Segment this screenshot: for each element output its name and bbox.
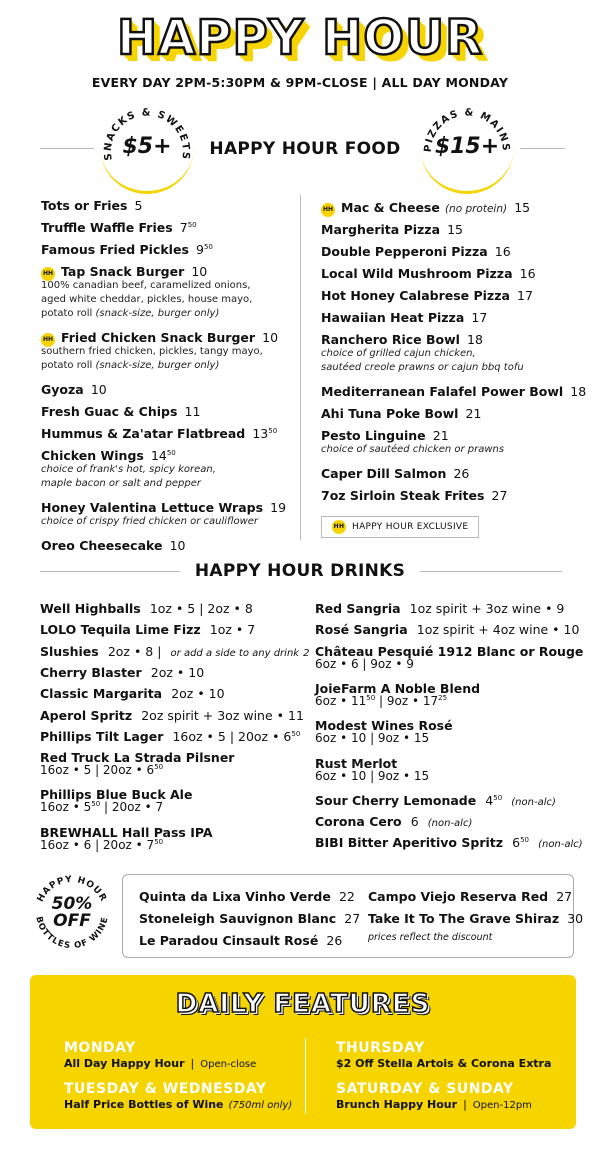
drink-name: JoieFarm A Noble Blend (315, 680, 481, 696)
drink-note: (non-alc) (427, 818, 473, 830)
feature-text (64, 1098, 292, 1111)
menu-item (321, 485, 507, 504)
wine-price: 27 (344, 911, 361, 926)
drink-sizes-text: 6oz • 10 | 9oz • 15 (315, 768, 430, 783)
menu-item (41, 327, 278, 347)
menu-item (321, 403, 481, 422)
item-description-text: 100% canadian beef, caramelized onions, (41, 280, 251, 291)
drink-price-cents: 50 (493, 793, 503, 802)
wine-item (139, 908, 360, 927)
feature-note: (750ml only) (228, 1100, 293, 1111)
drink-sizes-text: 16oz • 5 | 20oz • 6 (40, 763, 155, 778)
item-price: 18 (570, 384, 587, 399)
mains-price-badge (420, 100, 514, 194)
item-price: 19 (270, 500, 287, 515)
item-price: 21 (465, 406, 482, 421)
item-price: 16 (494, 244, 511, 259)
drink-sizes-cents: 25 (438, 693, 448, 702)
item-name: Tap Snack Burger (61, 264, 185, 279)
drink-sizes-cents: 50 (91, 800, 101, 809)
drink-sizes-rest: | 20oz • 7 (100, 800, 164, 815)
item-name: Famous Fried Pickles (41, 242, 189, 257)
item-price: 26 (453, 466, 470, 481)
menu-item (321, 307, 487, 326)
menu-item (41, 239, 213, 258)
item-description (41, 293, 252, 307)
item-price: 9 (195, 242, 204, 257)
feature-main: All Day Happy Hour (64, 1057, 185, 1070)
item-name: Fresh Guac & Chips (41, 404, 178, 419)
page-title: HAPPY HOUR (116, 10, 484, 66)
wine-name: Le Paradou Cinsault Rosé (139, 933, 319, 948)
drink-detail: 4 (485, 792, 494, 808)
drink-detail: 1oz spirit + 4oz wine • 10 (416, 622, 580, 638)
item-description (41, 477, 201, 491)
drink-name: LOLO Tequila Lime Fizz (40, 622, 201, 638)
drink-sizes (40, 763, 163, 777)
item-name: Tots or Fries (41, 198, 128, 213)
drink-item (315, 811, 472, 830)
menu-item (41, 195, 142, 214)
drink-price-cents: 50 (520, 836, 529, 845)
exclusive-label: HAPPY HOUR EXCLUSIVE (352, 522, 469, 532)
menu-item (321, 463, 469, 482)
drink-name: Rust Merlot (315, 755, 398, 771)
feature-text (336, 1057, 551, 1070)
feature-separator: | (190, 1057, 195, 1070)
drink-sizes (315, 769, 429, 783)
drink-name: BIBI Bitter Aperitivo Spritz (315, 835, 504, 851)
feature-main: $2 Off Stella Artois & Corona Extra (336, 1057, 552, 1070)
drink-sizes (315, 657, 414, 671)
drink-name: Modest Wines Rosé (315, 718, 453, 734)
drink-name: Phillips Tilt Lager (40, 728, 164, 744)
item-price: 15 (447, 222, 464, 237)
wine-item (368, 908, 583, 927)
divider (40, 148, 94, 149)
item-name: Ahi Tuna Poke Bowl (321, 406, 459, 421)
hh-icon: HH (41, 333, 55, 347)
item-name: Hot Honey Calabrese Pizza (321, 288, 510, 303)
wine-price: 22 (338, 889, 355, 904)
item-name: Oreo Cheesecake (41, 538, 163, 553)
menu-item (41, 217, 197, 236)
drink-item (40, 726, 300, 745)
menu-item (321, 241, 511, 260)
drink-name: Corona Cero (315, 814, 402, 830)
food-section-title: HAPPY HOUR FOOD (209, 139, 401, 159)
page-title-wrap (0, 10, 600, 66)
item-name: Fried Chicken Snack Burger (61, 330, 256, 345)
mains-price: $15+ (434, 134, 500, 159)
item-description (41, 515, 258, 529)
drink-note: or add a side to any drink (170, 647, 300, 659)
wine-badge-percent: 50% (51, 894, 93, 914)
item-name: Local Wild Mushroom Pizza (321, 266, 513, 281)
drink-name: Well Highballs (40, 601, 141, 616)
menu-item (321, 197, 530, 217)
item-price: 10 (191, 264, 208, 279)
item-price-cents: 50 (187, 221, 197, 229)
item-description-text: choice of sautéed chicken or prawns (321, 444, 505, 455)
menu-item (41, 401, 200, 420)
wine-price: 30 (567, 911, 584, 926)
snacks-arc-text: SNACKS & SWEETS (102, 107, 192, 162)
feature-day: TUESDAY & WEDNESDAY (64, 1081, 267, 1097)
item-description-note: (snack-size, burger only) (95, 360, 220, 371)
drink-sizes-text: 6oz • 11 (315, 693, 367, 708)
drink-name: Classic Margarita (40, 686, 163, 702)
item-description (41, 359, 219, 373)
hh-icon: HH (332, 520, 346, 534)
item-price: 21 (432, 428, 449, 443)
item-price: 16 (519, 266, 536, 281)
wine-name: Take It To The Grave Shiraz (368, 911, 560, 926)
wine-badge-bottom: BOTTLES OF WINE (33, 915, 111, 952)
drink-name: BREWHALL Hall Pass IPA (40, 824, 213, 840)
wine-item (139, 886, 355, 905)
item-name: Margherita Pizza (321, 222, 441, 237)
wine-note: prices reflect the discount (368, 932, 493, 943)
item-price: 13 (252, 426, 269, 441)
feature-separator: | (463, 1098, 467, 1111)
item-price: 18 (467, 332, 483, 347)
drink-name: Sour Cherry Lemonade (315, 792, 477, 808)
drink-name: Red Sangria (315, 601, 401, 616)
feature-main: Brunch Happy Hour (336, 1098, 458, 1111)
drink-sizes-cents: 50 (154, 837, 164, 846)
drinks-section-title: HAPPY HOUR DRINKS (194, 561, 406, 581)
drink-item (315, 790, 556, 809)
item-description-text: potato roll (41, 360, 93, 371)
item-price: 10 (262, 330, 279, 345)
item-description (321, 361, 524, 375)
item-name: Honey Valentina Lettuce Wraps (41, 500, 264, 515)
menu-item (321, 219, 463, 238)
drink-detail: 1oz • 7 (209, 622, 256, 638)
item-price-cents: 50 (268, 427, 278, 435)
wine-name: Quinta da Lixa Vinho Verde (139, 889, 331, 904)
item-description-text: maple bacon or salt and pepper (41, 478, 202, 489)
snacks-price: $5+ (122, 134, 172, 159)
item-price-cents: 50 (203, 243, 213, 251)
drink-name: Red Truck La Strada Pilsner (40, 750, 235, 766)
drink-item (40, 619, 255, 638)
item-price: 17 (471, 310, 488, 325)
item-description-text: choice of crispy fried chicken or cauliflower (41, 516, 259, 527)
menu-item (41, 497, 286, 516)
wine-name: Campo Viejo Reserva Red (368, 889, 549, 904)
drink-item (315, 598, 564, 617)
features-divider (305, 1038, 306, 1114)
drink-name: Château Pesquié 1912 Blanc or Rouge (315, 643, 584, 659)
menu-item (321, 285, 533, 304)
feature-day: SATURDAY & SUNDAY (336, 1081, 514, 1097)
wine-name: Stoneleigh Sauvignon Blanc (139, 911, 337, 926)
menu-item (41, 423, 277, 442)
column-divider (300, 195, 301, 540)
menu-item (41, 445, 176, 464)
feature-extra: Open-close (200, 1059, 257, 1070)
wine-item (368, 886, 572, 905)
item-name: Mac & Cheese (341, 200, 440, 215)
drink-sizes (40, 838, 163, 852)
menu-item (321, 381, 586, 400)
menu-item (321, 329, 483, 348)
item-description-text: aged white cheddar, pickles, house mayo, (41, 294, 253, 305)
item-description (41, 307, 219, 321)
item-name: Chicken Wings (41, 448, 144, 463)
menu-item (321, 263, 536, 282)
divider (40, 571, 180, 572)
drink-item (315, 619, 579, 638)
snacks-price-badge (100, 100, 194, 194)
drink-item (315, 832, 583, 851)
drink-item (40, 598, 253, 617)
drink-name: Rosé Sangria (315, 622, 408, 638)
item-price: 17 (517, 288, 533, 303)
drink-sizes-text: 6oz • 6 | 9oz • 9 (315, 656, 414, 671)
drink-sizes-rest: | 9oz • 17 (375, 693, 439, 708)
drink-detail: 6 (410, 814, 419, 830)
item-price: 11 (184, 404, 201, 419)
hours-subtitle: EVERY DAY 2PM-5:30PM & 9PM-CLOSE | ALL DAY MONDAY (91, 75, 509, 90)
drink-note: (non-alc) (538, 839, 583, 851)
item-name: Mediterranean Falafel Power Bowl (321, 384, 564, 399)
item-price: 10 (169, 538, 186, 553)
item-description-text: sautéed creole prawns or cajun bbq tofu (321, 362, 524, 373)
item-name: Double Pepperoni Pizza (321, 244, 488, 259)
drink-name: Aperol Spritz (40, 707, 133, 723)
drink-item (40, 641, 309, 660)
wine-price: 27 (556, 889, 573, 904)
drink-item (40, 683, 225, 702)
item-price: 10 (90, 382, 107, 397)
wine-item (139, 930, 342, 949)
divider (420, 571, 562, 572)
item-price: 27 (491, 488, 508, 503)
drink-detail: 2oz • 10 (171, 686, 225, 702)
item-description-text: choice of frank's hot, spicy korean, (41, 464, 216, 475)
hh-icon: HH (41, 267, 55, 281)
drink-name: Cherry Blaster (40, 664, 142, 680)
feature-day: MONDAY (64, 1040, 136, 1056)
item-description (41, 345, 263, 359)
feature-extra: Open-12pm (472, 1100, 532, 1111)
hh-exclusive-legend (321, 516, 479, 538)
item-price: 5 (134, 198, 143, 213)
item-price: 14 (150, 448, 167, 463)
item-description-text: potato roll (41, 308, 93, 319)
drink-sizes (40, 800, 163, 814)
drink-price-cents: 50 (291, 729, 301, 738)
item-name: Ranchero Rice Bowl (321, 332, 460, 347)
daily-features-title: DAILY FEATURES (175, 989, 431, 1019)
item-description (41, 279, 250, 293)
drink-sizes (315, 694, 447, 708)
item-name: Truffle Waffle Fries (41, 220, 173, 235)
wine-badge-top: HAPPY HOUR (35, 874, 109, 904)
item-name: Gyoza (41, 382, 84, 397)
menu-item (321, 425, 449, 444)
item-description (321, 443, 504, 457)
hh-icon: HH (321, 203, 335, 217)
item-note: (no protein) (444, 203, 508, 215)
item-name: Hummus & Za'atar Flatbread (41, 426, 246, 441)
feature-text (336, 1098, 532, 1111)
item-description (41, 463, 216, 477)
drink-note-price: 2 (303, 647, 310, 659)
drink-sizes (315, 731, 429, 745)
feature-day: THURSDAY (336, 1040, 425, 1056)
item-name: 7oz Sirloin Steak Frites (321, 488, 485, 503)
drink-detail: 2oz spirit + 3oz wine • 11 (141, 707, 304, 723)
drink-detail: 2oz • 8 | (107, 643, 162, 659)
wine-discount-badge (32, 872, 112, 952)
item-name: Caper Dill Salmon (321, 466, 447, 481)
menu-item (41, 261, 207, 281)
drink-detail: 2oz • 10 (150, 664, 205, 680)
drink-detail: 1oz • 5 | 2oz • 8 (149, 601, 253, 616)
drink-name: Phillips Blue Buck Ale (40, 787, 193, 803)
drink-item (40, 662, 204, 681)
menu-item (41, 535, 185, 554)
mains-arc-text: PIZZAS & MAINS (422, 107, 512, 153)
item-price-cents: 50 (166, 449, 176, 457)
wine-price: 26 (326, 933, 343, 948)
drink-sizes-text: 16oz • 5 (40, 800, 92, 815)
divider (520, 148, 565, 149)
item-description-text: choice of grilled cajun chicken, (321, 348, 476, 359)
item-description-text: southern fried chicken, pickles, tangy mayo, (41, 346, 263, 357)
drink-note: (non-alc) (511, 796, 556, 808)
drink-sizes-text: 6oz • 10 | 9oz • 15 (315, 731, 430, 746)
drink-sizes-cents: 50 (154, 763, 164, 772)
drink-item (40, 705, 304, 724)
wine-badge-off: OFF (53, 911, 91, 931)
item-price: 7 (179, 220, 188, 235)
item-description-note: (snack-size, burger only) (95, 308, 220, 319)
item-description (321, 347, 476, 361)
drink-sizes-text: 16oz • 6 | 20oz • 7 (40, 837, 155, 852)
item-name: Hawaiian Heat Pizza (321, 310, 465, 325)
drink-detail: 6 (512, 835, 521, 851)
item-price: 15 (514, 200, 531, 215)
feature-text (64, 1057, 256, 1070)
menu-item (41, 379, 107, 398)
drink-name: Slushies (40, 643, 99, 659)
item-name: Pesto Linguine (321, 428, 426, 443)
drink-sizes-cents: 50 (366, 693, 376, 702)
feature-main: Half Price Bottles of Wine (64, 1098, 224, 1111)
drink-detail: 16oz • 5 | 20oz • 6 (172, 728, 292, 744)
drink-detail: 1oz spirit + 3oz wine • 9 (409, 601, 565, 616)
